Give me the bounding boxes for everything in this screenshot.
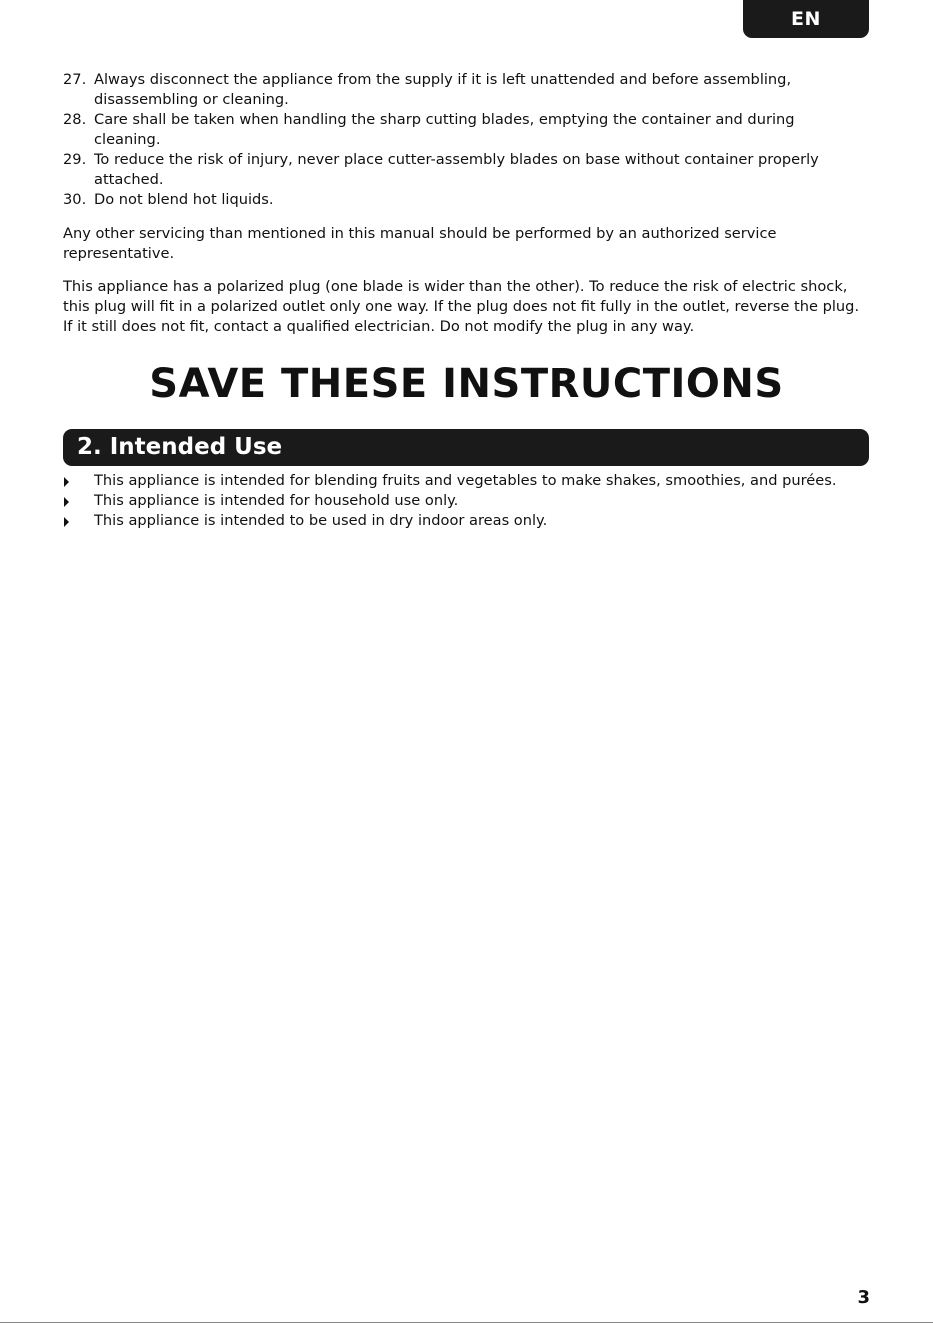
- language-tab: EN: [743, 0, 869, 38]
- intended-use-list: [63, 471, 869, 531]
- list-item: [63, 70, 863, 110]
- bullet-triangle-icon: [64, 517, 69, 527]
- list-item: [63, 491, 869, 511]
- item-text: This appliance is intended to be used in dry indoor areas only.: [94, 512, 548, 529]
- safety-instructions-list: [63, 70, 863, 210]
- list-item: [63, 471, 869, 491]
- item-text: Care shall be taken when handling the sharp cutting blades, emptying the container and during cleaning.: [94, 111, 795, 148]
- section-title: 2. Intended Use: [77, 434, 283, 460]
- save-instructions-heading: SAVE THESE INSTRUCTIONS: [149, 361, 784, 407]
- item-number: 27.: [63, 71, 87, 88]
- item-text: Do not blend hot liquids.: [94, 191, 274, 208]
- page-number: 3: [857, 1287, 870, 1308]
- polarized-plug-paragraph: This appliance has a polarized plug (one blade is wider than the other). To reduce the risk of electric shock, this plug will fit in a polarized outlet only one way. If the plug does not fit fully in the outlet, reverse the plug. If it still does not fit, contact a qualified electrician. Do not modify the plug in any way.: [63, 278, 860, 335]
- bottom-divider: [0, 1322, 933, 1323]
- section-header-bar: [63, 429, 869, 466]
- item-text: This appliance is intended for blending fruits and vegetables to make shakes, smoothies, and purées.: [94, 472, 837, 489]
- bullet-triangle-icon: [64, 497, 69, 507]
- item-number: 28.: [63, 111, 87, 128]
- servicing-paragraph: Any other servicing than mentioned in this manual should be performed by an authorized service representative.: [63, 225, 777, 262]
- item-text: This appliance is intended for household use only.: [94, 492, 459, 509]
- item-number: 29.: [63, 151, 87, 168]
- list-item: [63, 110, 863, 150]
- item-text: To reduce the risk of injury, never place cutter-assembly blades on base without container properly attached.: [94, 151, 819, 188]
- item-number: 30.: [63, 191, 87, 208]
- item-text: Always disconnect the appliance from the supply if it is left unattended and before assembling, disassembling or cleaning.: [94, 71, 792, 108]
- list-item: [63, 150, 863, 190]
- list-item: [63, 190, 863, 210]
- bullet-triangle-icon: [64, 477, 69, 487]
- list-item: [63, 511, 869, 531]
